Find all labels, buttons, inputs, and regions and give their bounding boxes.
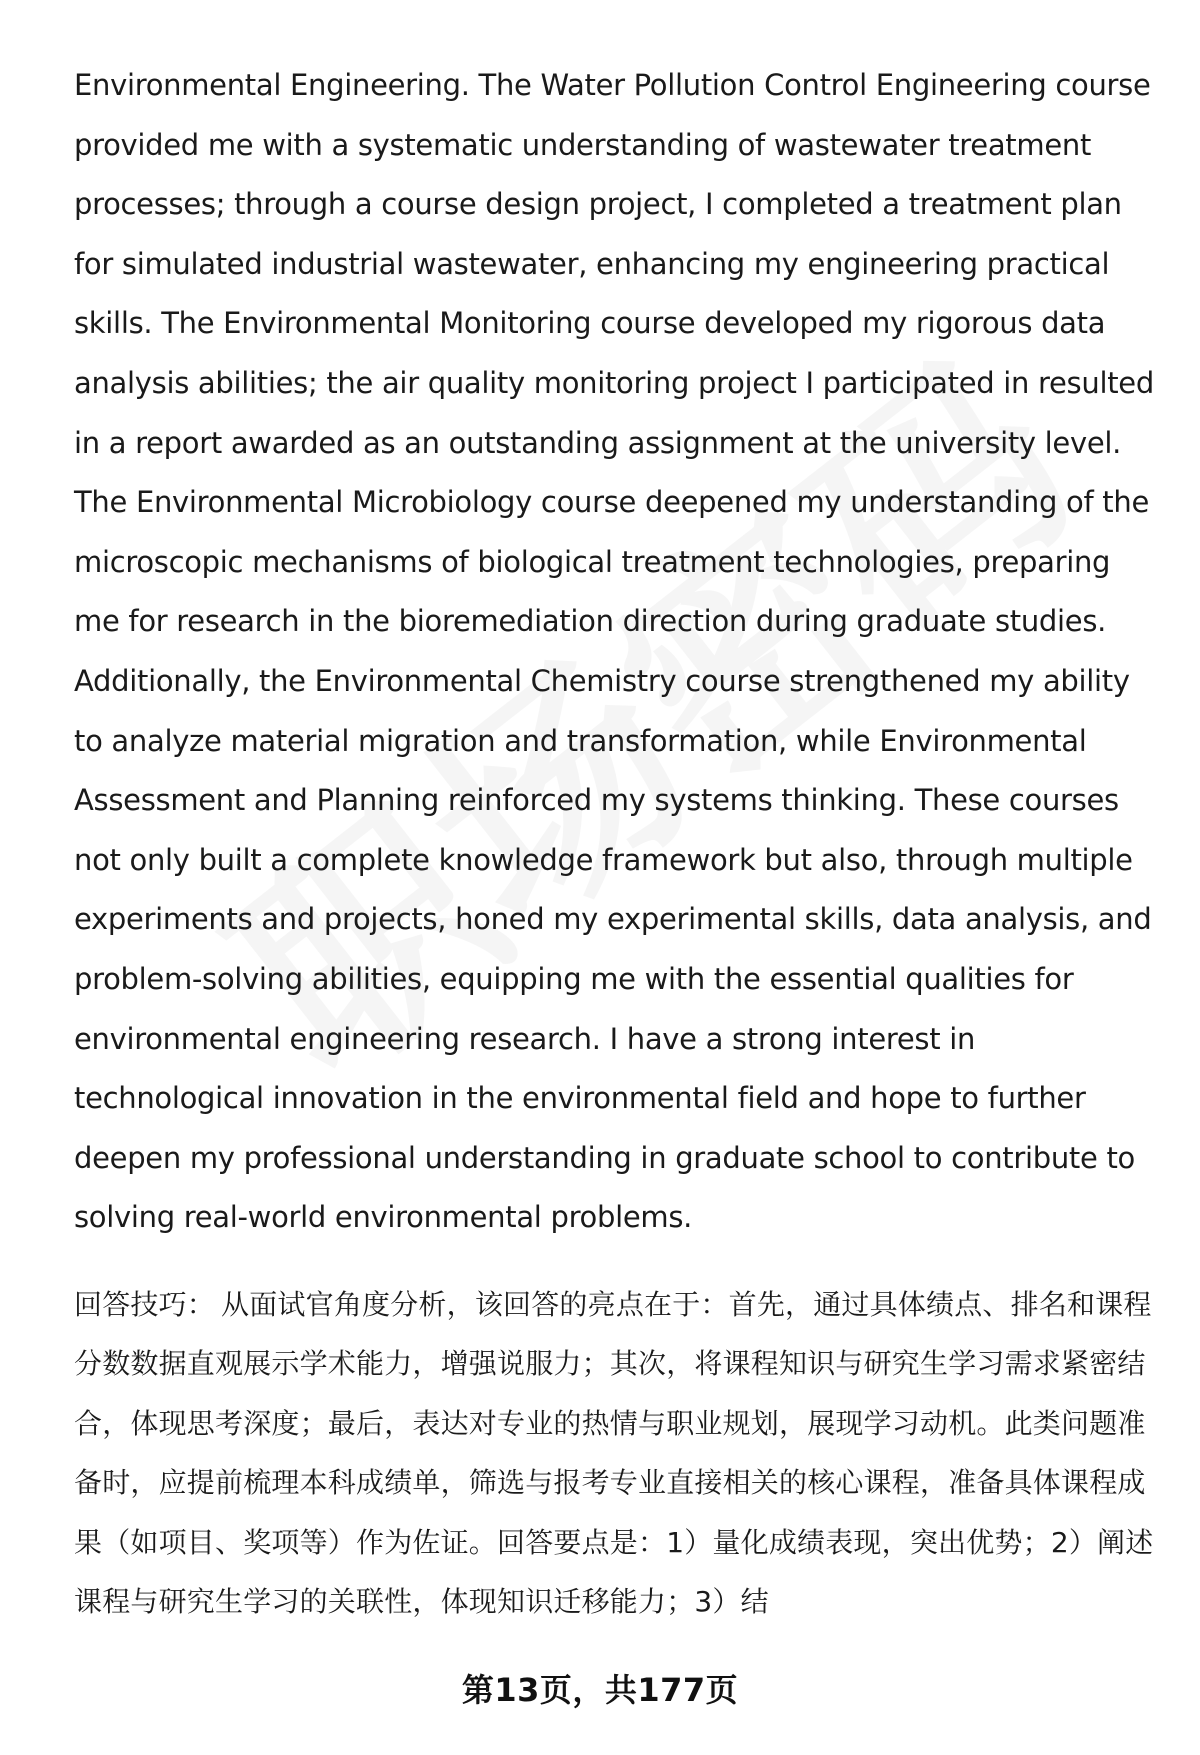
answer-paragraph: Environmental Engineering. The Water Pollution Control Engineering course provided me with a systematic understanding of wastewater treatment processes; through a course design project, I completed a treatment plan for simulated industrial wastewater, enhancing my engineering practical skills. The Environmental Monitoring course developed my rigorous data analysis abilities; the air quality monitoring project I participated in resulted in a report awarded as an outstanding assignment at the university level. The Environmental Microbiology course deepened my understanding of the microscopic mechanisms of biological treatment technologies, preparing me for research in the bioremediation direction during graduate studies. Additionally, the Environmental Chemistry course strengthened my ability to analyze material migration and transformation, while Environmental Assessment and Planning reinforced my systems thinking. These courses not only built a complete knowledge framework but also, through multiple experiments and projects, honed my experimental skills, data analysis, and problem-solving abilities, equipping me with the essential qualities for environmental engineering research. I have a strong interest in technological innovation in the environmental field and hope to further deepen my professional understanding in graduate school to contribute to solving real-world environmental problems. <box>74 68 1154 1235</box>
document-page <box>74 56 1159 1631</box>
page-number: 第13页，共177页 <box>461 1671 739 1709</box>
tips-text: 从面试官角度分析，该回答的亮点在于：首先，通过具体绩点、排名和课程分数数据直观展示学术能力，增强说服力；其次，将课程知识与研究生学习需求紧密结合，体现思考深度；最后，表达对专业的热情与职业规划，展现学习动机。此类问题准备时，应提前梳理本科成绩单，筛选与报考专业直接相关的核心课程，准备具体课程成果（如项目、奖项等）作为佐证。回答要点是：1）量化成绩表现，突出优势；2）阐述课程与研究生学习的关联性，体现知识迁移能力；3）结 <box>74 1287 1154 1618</box>
tips-label: 回答技巧： <box>74 1287 216 1321</box>
answer-tips <box>74 1275 1159 1631</box>
